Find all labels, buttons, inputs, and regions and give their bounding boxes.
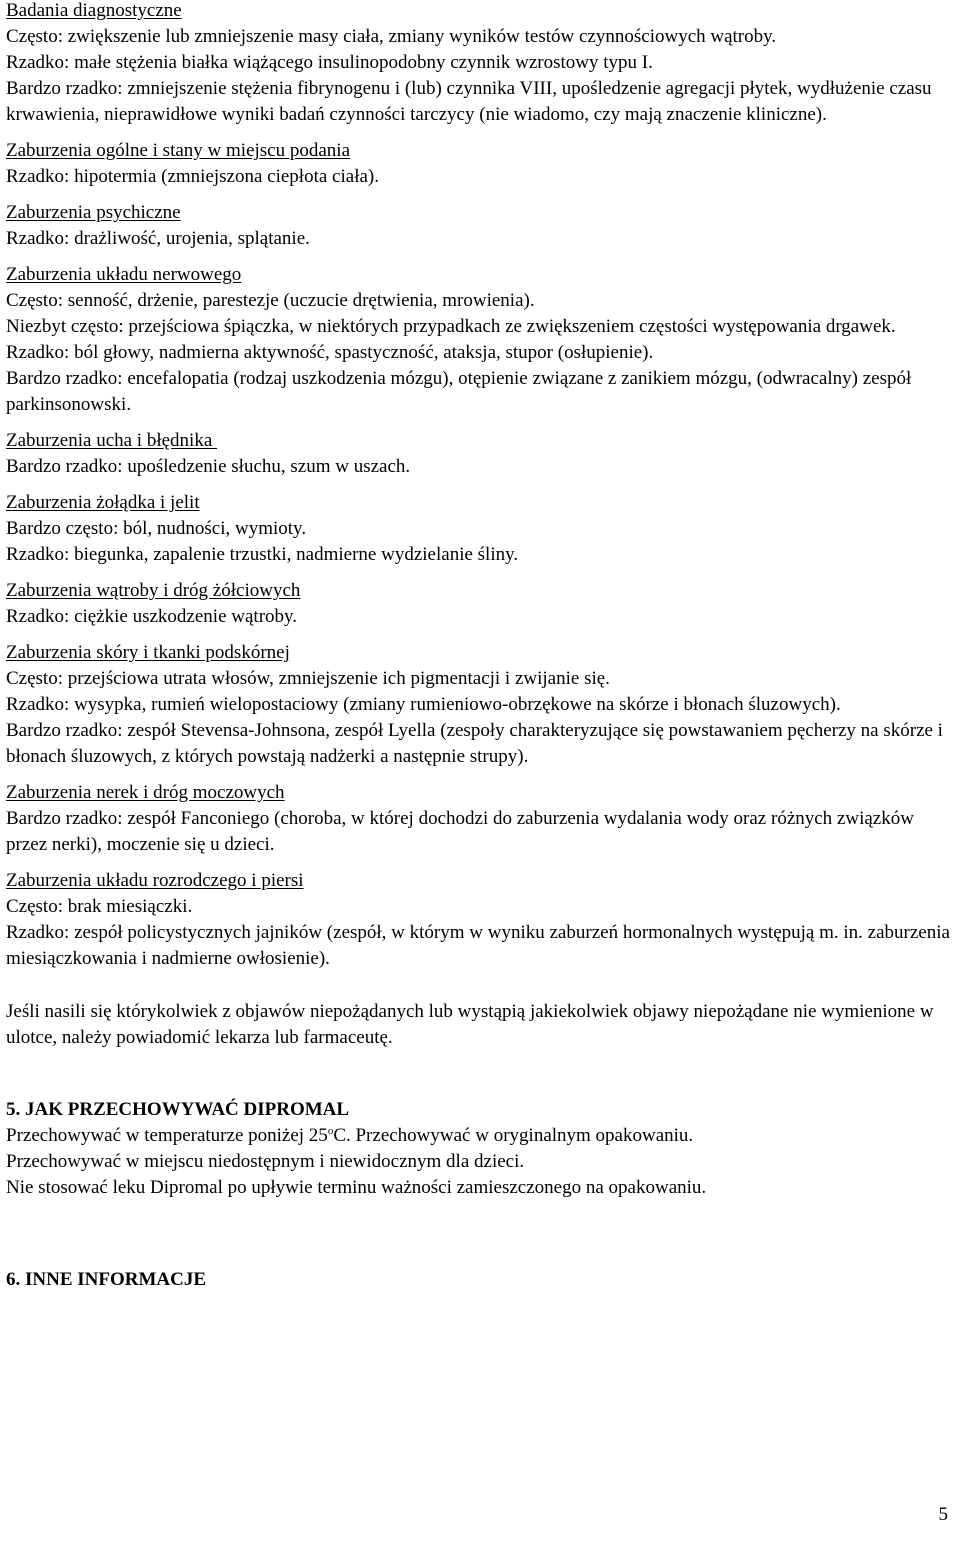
section-line: Rzadko: biegunka, zapalenie trzustki, nadmierne wydzielanie śliny. bbox=[6, 544, 519, 565]
section-line: Niezbyt często: przejściowa śpiączka, w niektórych przypadkach ze zwiększeniem częstości występowania drgawek. bbox=[6, 316, 896, 337]
section-heading: Zaburzenia psychiczne bbox=[6, 202, 181, 223]
section-line: Bardzo rzadko: zmniejszenie stężenia fibrynogenu i (lub) czynnika VIII, upośledzenie agregacji płytek, wydłużenie czasu krwawienia, nieprawidłowe wyniki badań czynności tarczycy (nie wiadomo, czy mają znaczenie kliniczne). bbox=[6, 78, 932, 125]
storage-temp-text: Przechowywać w temperaturze poniżej 25 bbox=[6, 1125, 328, 1146]
section-line: Bardzo rzadko: zespół Stevensa-Johnsona, zespół Lyella (zespoły charakteryzujące się powstawaniem pęcherzy na skórze i błonach śluzowych, z których powstają nadżerki a następnie strupy). bbox=[6, 720, 943, 767]
section-line: Rzadko: ciężkie uszkodzenie wątroby. bbox=[6, 606, 298, 627]
storage-temp-suffix: C. Przechowywać w oryginalnym opakowaniu. bbox=[333, 1125, 694, 1146]
section-heading: Zaburzenia ucha i błędnika bbox=[6, 430, 218, 451]
section-line: Często: senność, drżenie, parestezje (uczucie drętwienia, mrowienia). bbox=[6, 290, 535, 311]
section-gastro-disorders bbox=[6, 490, 954, 568]
section-line: Bardzo rzadko: zespół Fanconiego (choroba, w której dochodzi do zaburzenia wydalania wody oraz różnych związków przez nerki), moczenie się u dzieci. bbox=[6, 808, 914, 855]
section-line: Rzadko: ból głowy, nadmierna aktywność, spastyczność, ataksja, stupor (osłupienie). bbox=[6, 342, 654, 363]
section-title: 5. JAK PRZECHOWYWAĆ DIPROMAL bbox=[6, 1099, 350, 1120]
section-heading: Zaburzenia skóry i tkanki podskórnej bbox=[6, 642, 290, 663]
section-nervous-system bbox=[6, 262, 954, 418]
section-line: Rzadko: małe stężenia białka wiążącego insulinopodobny czynnik wzrostowy typu I. bbox=[6, 52, 653, 73]
storage-line: Przechowywać w miejscu niedostępnym i niewidocznym dla dzieci. bbox=[6, 1151, 525, 1172]
section-liver-disorders bbox=[6, 578, 954, 630]
section-heading: Zaburzenia ogólne i stany w miejscu podania bbox=[6, 140, 351, 161]
section-line: Często: przejściowa utrata włosów, zmniejszenie ich pigmentacji i zwijanie się. bbox=[6, 668, 610, 689]
section-line: Bardzo często: ból, nudności, wymioty. bbox=[6, 518, 307, 539]
section-ear-disorders bbox=[6, 428, 954, 480]
leaflet-page bbox=[6, 0, 954, 1293]
storage-line: Nie stosować leku Dipromal po upływie terminu ważności zamieszczonego na opakowaniu. bbox=[6, 1177, 707, 1198]
section-heading: Badania diagnostyczne bbox=[6, 0, 182, 21]
section-heading: Zaburzenia żołądka i jelit bbox=[6, 492, 200, 513]
section-line: Często: zwiększenie lub zmniejszenie masy ciała, zmiany wyników testów czynnościowych wątroby. bbox=[6, 26, 777, 47]
section-storage bbox=[6, 1097, 954, 1201]
section-skin-disorders bbox=[6, 640, 954, 770]
section-kidney-disorders bbox=[6, 780, 954, 858]
section-line: Rzadko: zespół policystycznych jajników (zespół, w którym w wyniku zaburzeń hormonalnych występują m. in. zaburzenia miesiączkowania i nadmierne owłosienie). bbox=[6, 922, 950, 969]
side-effects-notice: Jeśli nasili się którykolwiek z objawów niepożądanych lub wystąpią jakiekolwiek objawy niepożądane nie wymienione w ulotce, należy powiadomić lekarza lub farmaceutę. bbox=[6, 1001, 934, 1048]
page-number: 5 bbox=[938, 1504, 948, 1525]
section-title: 6. INNE INFORMACJE bbox=[6, 1269, 207, 1290]
section-heading: Zaburzenia układu rozrodczego i piersi bbox=[6, 870, 304, 891]
section-line: Rzadko: hipotermia (zmniejszona ciepłota ciała). bbox=[6, 166, 379, 187]
section-heading: Zaburzenia wątroby i dróg żółciowych bbox=[6, 580, 301, 601]
degree-superscript: o bbox=[327, 1125, 334, 1137]
section-heading: Zaburzenia układu nerwowego bbox=[6, 264, 242, 285]
section-diagnostic-tests bbox=[6, 0, 954, 128]
section-line: Bardzo rzadko: upośledzenie słuchu, szum w uszach. bbox=[6, 456, 411, 477]
section-heading: Zaburzenia nerek i dróg moczowych bbox=[6, 782, 285, 803]
section-general-disorders bbox=[6, 138, 954, 190]
storage-temperature-line bbox=[6, 1123, 954, 1149]
section-line: Rzadko: wysypka, rumień wielopostaciowy (zmiany rumieniowo-obrzękowe na skórze i błonach śluzowych). bbox=[6, 694, 841, 715]
section-line: Bardzo rzadko: encefalopatia (rodzaj uszkodzenia mózgu), otępienie związane z zanikiem mózgu, (odwracalny) zespół parkinsonowski. bbox=[6, 368, 912, 415]
section-line: Często: brak miesiączki. bbox=[6, 896, 193, 917]
section-psychiatric-disorders bbox=[6, 200, 954, 252]
section-line: Rzadko: drażliwość, urojenia, splątanie. bbox=[6, 228, 310, 249]
section-reproductive-disorders bbox=[6, 868, 954, 972]
